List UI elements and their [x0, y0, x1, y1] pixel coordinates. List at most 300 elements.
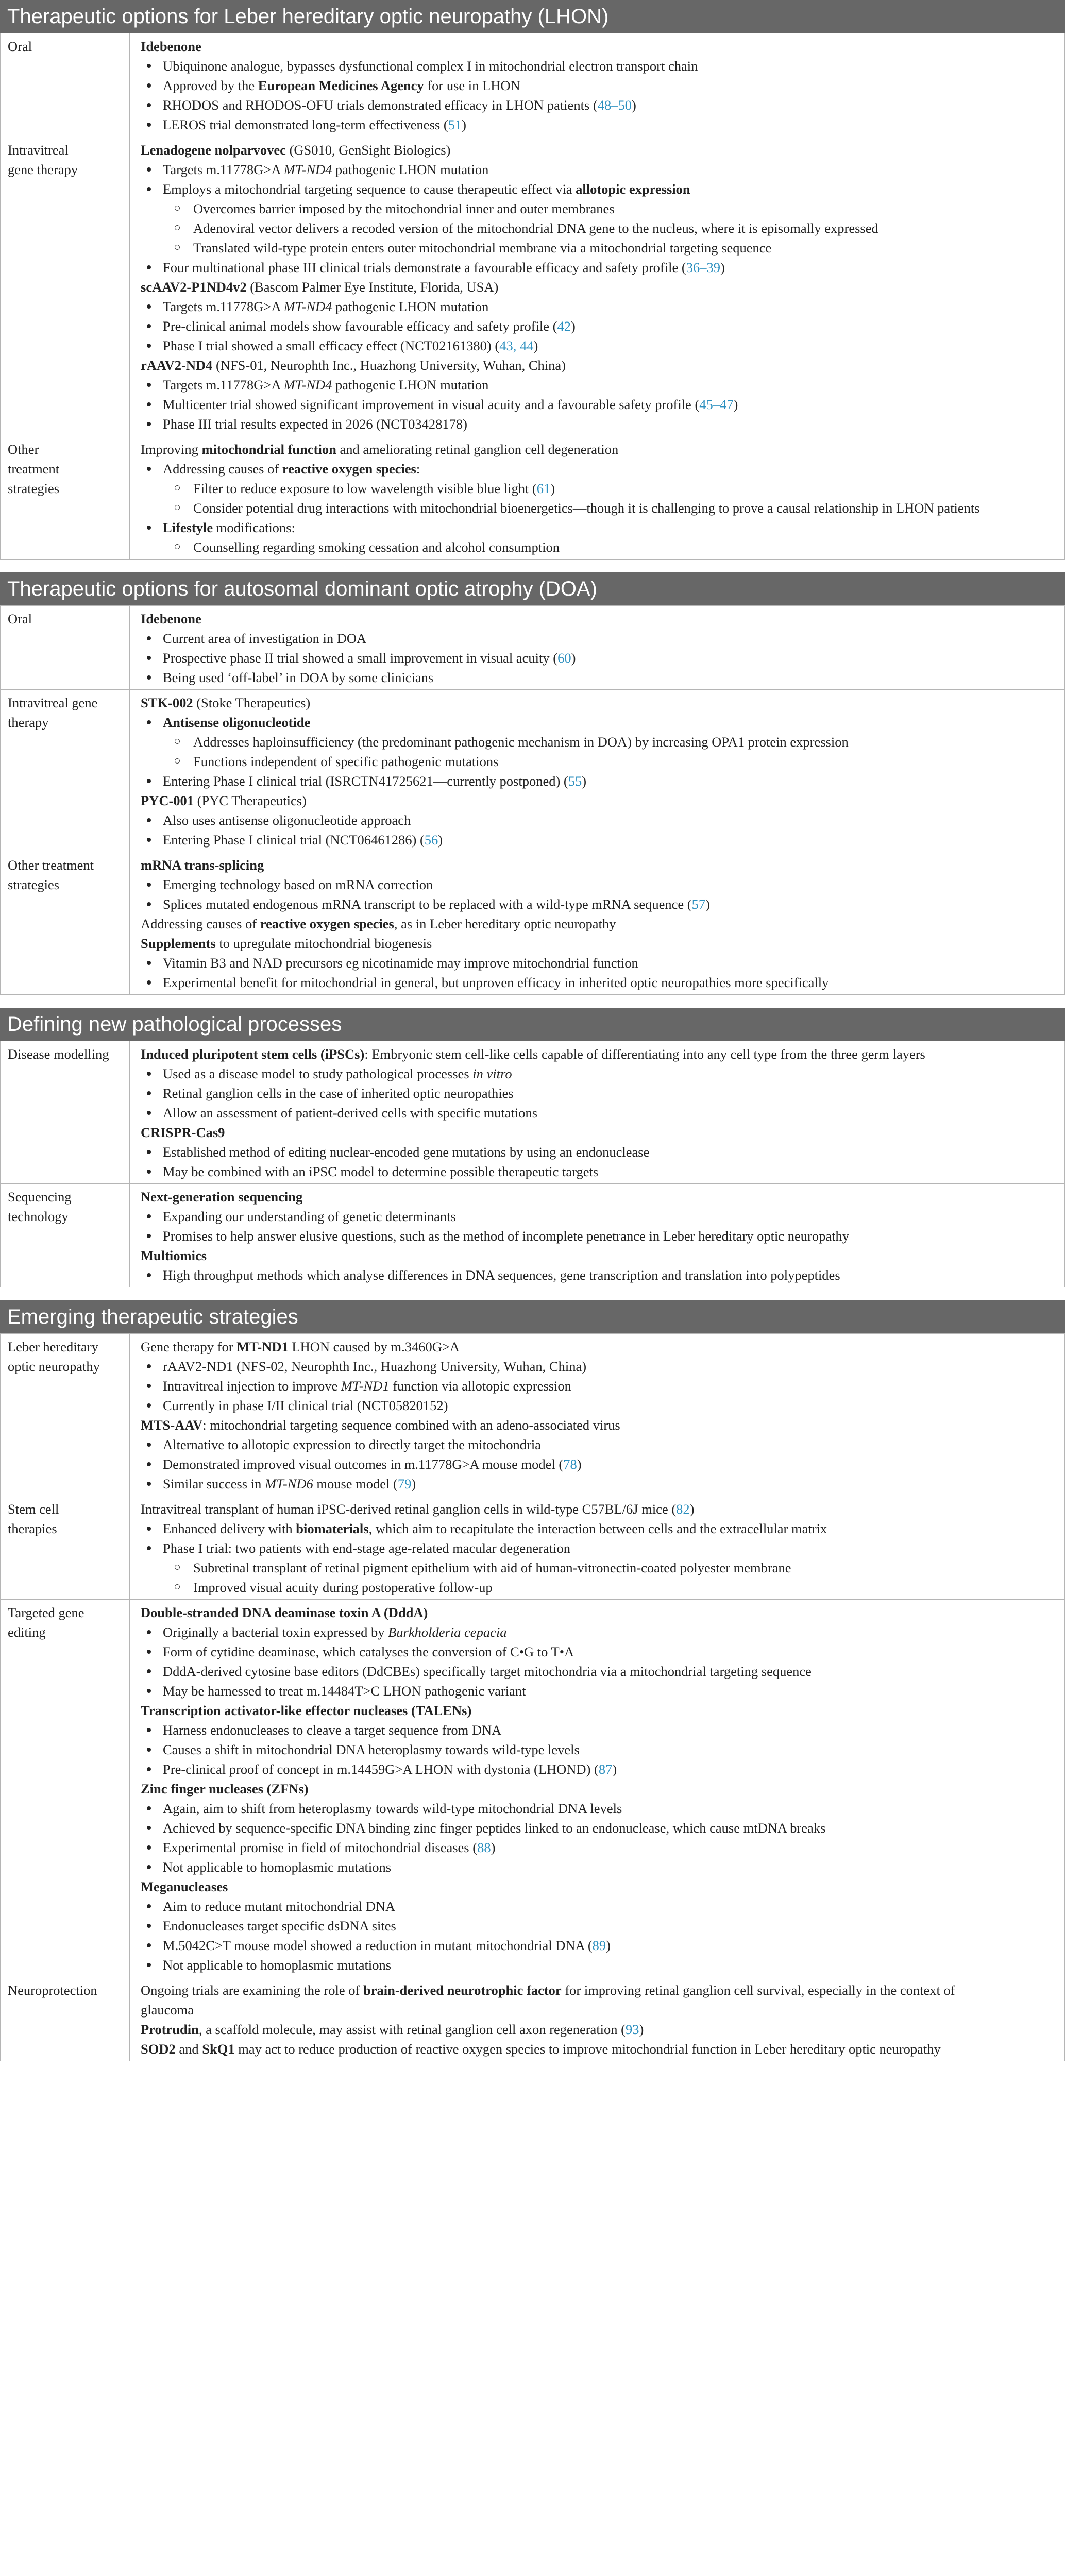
- bullet-item: [141, 76, 1059, 95]
- text-run: Intravitreal transplant of human iPSC-derived retinal ganglion cells in wild-type C57BL/6J mice (: [141, 1501, 677, 1517]
- bullet-item: [141, 1662, 1059, 1681]
- text-run: Multicenter trial showed significant improvement in visual acuity and a favourable safety profile (: [163, 397, 700, 412]
- text-run: function via allotopic expression: [389, 1378, 571, 1394]
- category-label: Intravitreal gene: [8, 695, 98, 710]
- section-title: Therapeutic options for autosomal dominant optic atrophy (DOA): [0, 572, 1065, 605]
- bold-term: Zinc finger nucleases (ZFNs): [141, 1781, 309, 1797]
- bullet-item: [141, 894, 1059, 914]
- italic-term: Burkholderia cepacia: [388, 1624, 507, 1640]
- text-run: Functions independent of specific pathogenic mutations: [193, 754, 499, 769]
- text-run: mouse model (: [313, 1476, 398, 1492]
- text-run: Form of cytidine deaminase, which catalyses the conversion of C•G to T•A: [163, 1644, 574, 1659]
- bold-term: SkQ1: [202, 2041, 235, 2057]
- row-category: [1, 1600, 130, 1977]
- text-run: Targets m.11778G>A: [163, 377, 284, 393]
- text-run: ): [550, 481, 555, 496]
- text-run: Prospective phase II trial showed a small improvement in visual acuity (: [163, 650, 558, 666]
- bold-term: Lenadogene nolparvovec: [141, 142, 286, 158]
- bold-term: Meganucleases: [141, 1879, 228, 1894]
- bullet-item: [141, 629, 1059, 648]
- bullet-item: [141, 115, 1059, 134]
- section-title: Defining new pathological processes: [0, 1008, 1065, 1041]
- row-content: [130, 606, 1065, 690]
- text-run: Pre-clinical animal models show favourable efficacy and safety profile (: [163, 318, 557, 334]
- row-content: [130, 137, 1065, 436]
- content-line: [141, 1603, 1059, 1622]
- table-row: [1, 33, 1065, 137]
- text-run: Causes a shift in mitochondrial DNA heteroplasmy towards wild-type levels: [163, 1742, 580, 1757]
- text-run: Originally a bacterial toxin expressed by: [163, 1624, 388, 1640]
- text-run: (Stoke Therapeutics): [193, 695, 311, 710]
- text-run: Ongoing trials are examining the role of: [141, 1982, 363, 1998]
- row-content: [130, 1496, 1065, 1600]
- text-run: Targets m.11778G>A: [163, 162, 284, 177]
- content-line: [141, 355, 1059, 375]
- text-run: to upregulate mitochondrial biogenesis: [215, 936, 432, 951]
- bullet-item: [141, 875, 1059, 894]
- text-run: (Bascom Palmer Eye Institute, Florida, USA): [246, 279, 499, 295]
- bullet-item: [141, 713, 1059, 732]
- bullet-item: [141, 648, 1059, 668]
- sub-bullet-item: [141, 1578, 1059, 1597]
- sub-bullet-item: [141, 732, 1059, 752]
- table-section: [0, 572, 1065, 995]
- content-line: [141, 609, 1059, 629]
- bullet-item: [141, 1538, 1059, 1558]
- category-label: Other treatment: [8, 857, 94, 873]
- text-run: Phase III trial results expected in 2026 (NCT03428178): [163, 416, 467, 432]
- table-row: [1, 606, 1065, 690]
- row-content: [130, 436, 1065, 560]
- content-line: [141, 2000, 1059, 2020]
- bold-term: Idebenone: [141, 39, 201, 54]
- table-row: [1, 137, 1065, 436]
- text-run: : mitochondrial targeting sequence combined with an adeno-associated virus: [202, 1417, 620, 1433]
- table-row: [1, 1600, 1065, 1977]
- content-line: [141, 439, 1059, 459]
- text-run: May be combined with an iPSC model to determine possible therapeutic targets: [163, 1164, 599, 1179]
- bullet-item: [141, 160, 1059, 179]
- sub-bullet-item: [141, 537, 1059, 557]
- reference-link[interactable]: 51: [448, 117, 462, 132]
- text-run: Entering Phase I clinical trial (NCT06461286) (: [163, 832, 425, 848]
- text-run: Aim to reduce mutant mitochondrial DNA: [163, 1899, 396, 1914]
- text-run: Addresses haploinsufficiency (the predominant pathogenic mechanism in DOA) by increasing OPA1 protein expression: [193, 734, 849, 750]
- reference-link[interactable]: 61: [536, 481, 551, 496]
- text-run: (PYC Therapeutics): [194, 793, 307, 808]
- bold-term: mRNA trans-splicing: [141, 857, 264, 873]
- text-run: Improving: [141, 442, 202, 457]
- text-run: ): [411, 1476, 416, 1492]
- content-line: [141, 914, 1059, 934]
- bullet-item: [141, 1936, 1059, 1955]
- content-line: [141, 791, 1059, 810]
- category-label: therapies: [8, 1521, 57, 1536]
- text-run: ): [733, 397, 738, 412]
- bullet-item: [141, 1838, 1059, 1857]
- row-content: [130, 852, 1065, 995]
- text-run: Splices mutated endogenous mRNA transcript to be replaced with a wild-type mRNA sequence (: [163, 896, 692, 912]
- content-line: [141, 1877, 1059, 1896]
- text-run: Experimental promise in field of mitochondrial diseases (: [163, 1840, 478, 1855]
- category-label: editing: [8, 1624, 46, 1640]
- bullet-item: [141, 1162, 1059, 1181]
- reference-link[interactable]: 60: [557, 650, 571, 666]
- reference-link[interactable]: 87: [598, 1761, 613, 1777]
- section-table: [0, 605, 1065, 995]
- text-run: Consider potential drug interactions with mitochondrial bioenergetics—though it is challenging to prove a causal relationship in LHON patients: [193, 500, 980, 516]
- row-content: [130, 1600, 1065, 1977]
- italic-term: MT-ND4: [283, 377, 332, 393]
- text-run: , a scaffold molecule, may assist with retinal ganglion cell axon regeneration (: [198, 2022, 626, 2037]
- bold-term: reactive oxygen species: [282, 461, 416, 477]
- bullet-item: [141, 258, 1059, 277]
- text-run: and ameliorating retinal ganglion cell degeneration: [336, 442, 619, 457]
- bullet-item: [141, 1740, 1059, 1759]
- content-line: [141, 693, 1059, 713]
- text-run: Counselling regarding smoking cessation and alcohol consumption: [193, 539, 560, 555]
- row-category: [1, 1184, 130, 1287]
- text-run: rAAV2-ND1 (NFS-02, Neurophth Inc., Huazhong University, Wuhan, China): [163, 1359, 587, 1374]
- text-run: Overcomes barrier imposed by the mitochondrial inner and outer membranes: [193, 201, 615, 216]
- row-content: [130, 1977, 1065, 2061]
- text-run: Employs a mitochondrial targeting sequence to cause therapeutic effect via: [163, 181, 576, 197]
- bold-term: Protrudin: [141, 2022, 199, 2037]
- sub-bullet-item: [141, 218, 1059, 238]
- content-line: [141, 1337, 1059, 1357]
- content-line: [141, 855, 1059, 875]
- category-label: Stem cell: [8, 1501, 59, 1517]
- bullet-item: [141, 1103, 1059, 1123]
- row-category: [1, 436, 130, 560]
- text-run: Gene therapy for: [141, 1339, 237, 1354]
- reference-link[interactable]: 48–50: [597, 97, 632, 113]
- row-category: [1, 1041, 130, 1184]
- text-run: modifications:: [213, 520, 295, 535]
- bullet-item: [141, 1064, 1059, 1083]
- reference-link[interactable]: 55: [568, 773, 582, 789]
- row-category: [1, 137, 130, 436]
- bold-term: Idebenone: [141, 611, 201, 626]
- text-run: ): [639, 2022, 644, 2037]
- text-run: Entering Phase I clinical trial (ISRCTN41725621—currently postponed) (: [163, 773, 568, 789]
- italic-term: MT-ND1: [341, 1378, 390, 1394]
- text-run: RHODOS and RHODOS-OFU trials demonstrated efficacy in LHON patients (: [163, 97, 598, 113]
- category-label: therapy: [8, 715, 49, 730]
- reference-link[interactable]: 45–47: [699, 397, 734, 412]
- text-run: pathogenic LHON mutation: [332, 162, 489, 177]
- content-line: [141, 1499, 1059, 1519]
- bullet-item: [141, 316, 1059, 336]
- table-row: [1, 1184, 1065, 1287]
- bold-term: Lifestyle: [163, 520, 213, 535]
- bold-term: rAAV2-ND4: [141, 358, 213, 373]
- section-table: [0, 1333, 1065, 2061]
- text-run: Alternative to allotopic expression to directly target the mitochondria: [163, 1437, 541, 1452]
- table-row: [1, 1496, 1065, 1600]
- text-run: Expanding our understanding of genetic determinants: [163, 1209, 456, 1224]
- text-run: ): [571, 318, 576, 334]
- row-category: [1, 1977, 130, 2061]
- text-run: May be harnessed to treat m.14484T>C LHON pathogenic variant: [163, 1683, 526, 1699]
- reference-link[interactable]: 36–39: [686, 260, 720, 275]
- text-run: Promises to help answer elusive questions, such as the method of incomplete penetrance in Leber hereditary optic neuropathy: [163, 1228, 849, 1244]
- reference-link[interactable]: 93: [626, 2022, 639, 2037]
- row-category: [1, 852, 130, 995]
- text-run: Phase I trial showed a small efficacy effect (NCT02161380) (: [163, 338, 500, 353]
- text-run: ): [438, 832, 443, 848]
- sub-bullet-item: [141, 498, 1059, 518]
- bullet-item: [141, 1720, 1059, 1740]
- bold-term: European Medicines Agency: [258, 78, 424, 93]
- sub-bullet-item: [141, 199, 1059, 218]
- bold-term: allotopic expression: [576, 181, 690, 197]
- text-run: ): [491, 1840, 496, 1855]
- text-run: ): [720, 260, 725, 275]
- table-section: [0, 1008, 1065, 1287]
- text-run: Vitamin B3 and NAD precursors eg nicotinamide may improve mitochondrial function: [163, 955, 638, 971]
- text-run: ): [631, 97, 636, 113]
- sub-bullet-item: [141, 238, 1059, 258]
- text-run: Improved visual acuity during postoperative follow-up: [193, 1580, 493, 1595]
- bullet-item: [141, 1207, 1059, 1226]
- text-run: LEROS trial demonstrated long-term effectiveness (: [163, 117, 448, 132]
- bullet-item: [141, 1642, 1059, 1662]
- bullet-item: [141, 1474, 1059, 1494]
- text-run: and: [175, 2041, 202, 2057]
- reference-link[interactable]: 79: [397, 1476, 412, 1492]
- category-label: Leber hereditary: [8, 1339, 98, 1354]
- table-section: [0, 1300, 1065, 2061]
- content-line: [141, 140, 1059, 160]
- category-label: Disease modelling: [8, 1046, 109, 1062]
- reference-link[interactable]: 89: [592, 1938, 606, 1953]
- bullet-item: [141, 810, 1059, 830]
- table-section: [0, 0, 1065, 560]
- text-run: High throughput methods which analyse differences in DNA sequences, gene transcription and translation into polypeptides: [163, 1267, 840, 1283]
- text-run: Translated wild-type protein enters outer mitochondrial membrane via a mitochondrial targeting sequence: [193, 240, 772, 256]
- text-run: pathogenic LHON mutation: [332, 377, 489, 393]
- text-run: Intravitreal injection to improve: [163, 1378, 341, 1394]
- bullet-item: [141, 1142, 1059, 1162]
- text-run: ): [577, 1456, 582, 1472]
- text-run: ): [582, 773, 587, 789]
- bold-term: SOD2: [141, 2041, 176, 2057]
- bold-term: Supplements: [141, 936, 216, 951]
- text-run: , which aim to recapitulate the interaction between cells and the extracellular matrix: [368, 1521, 827, 1536]
- reference-link[interactable]: 42: [557, 318, 571, 334]
- text-run: Addressing causes of: [163, 461, 282, 477]
- text-run: M.5042C>T mouse model showed a reduction in mutant mitochondrial DNA (: [163, 1938, 593, 1953]
- bold-term: PYC-001: [141, 793, 194, 808]
- row-content: [130, 1184, 1065, 1287]
- section-table: [0, 1041, 1065, 1287]
- bullet-item: [141, 1376, 1059, 1396]
- bullet-item: [141, 336, 1059, 355]
- text-run: Similar success in: [163, 1476, 265, 1492]
- category-label: Neuroprotection: [8, 1982, 97, 1998]
- text-run: Used as a disease model to study pathological processes: [163, 1066, 473, 1081]
- text-run: Endonucleases target specific dsDNA sites: [163, 1918, 396, 1934]
- text-run: glaucoma: [141, 2002, 194, 2018]
- sub-bullet-item: [141, 1558, 1059, 1578]
- bullet-item: [141, 179, 1059, 199]
- bold-term: CRISPR-Cas9: [141, 1125, 225, 1140]
- section-title: Emerging therapeutic strategies: [0, 1300, 1065, 1333]
- category-label: treatment: [8, 461, 60, 477]
- table-row: [1, 1041, 1065, 1184]
- reference-link[interactable]: 57: [691, 896, 706, 912]
- bullet-item: [141, 1681, 1059, 1701]
- bold-term: MTS-AAV: [141, 1417, 203, 1433]
- category-label: Other: [8, 442, 39, 457]
- text-run: Pre-clinical proof of concept in m.14459G>A LHON with dystonia (LHOND) (: [163, 1761, 599, 1777]
- text-run: Phase I trial: two patients with end-stage age-related macular degeneration: [163, 1540, 571, 1556]
- sub-bullet-item: [141, 752, 1059, 771]
- text-run: Addressing causes of: [141, 916, 260, 931]
- bullet-item: [141, 973, 1059, 992]
- row-content: [130, 1334, 1065, 1496]
- content-line: [141, 1044, 1059, 1064]
- text-run: Being used ‘off-label’ in DOA by some clinicians: [163, 670, 434, 685]
- row-category: [1, 33, 130, 137]
- text-run: ): [705, 896, 710, 912]
- text-run: Achieved by sequence-specific DNA binding zinc finger peptides linked to an endonuclease, which cause mtDNA breaks: [163, 1820, 826, 1836]
- text-run: Adenoviral vector delivers a recoded version of the mitochondrial DNA gene to the nucleus, where it is episomally expressed: [193, 221, 878, 236]
- section-table: [0, 33, 1065, 560]
- text-run: ): [689, 1501, 695, 1517]
- text-run: Current area of investigation in DOA: [163, 631, 367, 646]
- text-run: for improving retinal ganglion cell survival, especially in the context of: [561, 1982, 955, 1998]
- table-row: [1, 690, 1065, 852]
- text-run: Approved by the: [163, 78, 258, 93]
- content-line: [141, 277, 1059, 297]
- content-line: [141, 1246, 1059, 1265]
- text-run: Filter to reduce exposure to low wavelength visible blue light (: [193, 481, 537, 496]
- content-line: [141, 1123, 1059, 1142]
- bold-term: MT-ND1: [236, 1339, 289, 1354]
- row-content: [130, 33, 1065, 137]
- content-line: [141, 1187, 1059, 1207]
- text-run: pathogenic LHON mutation: [332, 299, 489, 314]
- text-run: ): [612, 1761, 617, 1777]
- bold-term: Double-stranded DNA deaminase toxin A (DddA): [141, 1605, 428, 1620]
- text-run: Enhanced delivery with: [163, 1521, 296, 1536]
- bold-term: Next-generation sequencing: [141, 1189, 303, 1205]
- text-run: ): [533, 338, 538, 353]
- text-run: :: [416, 461, 420, 477]
- bullet-item: [141, 1818, 1059, 1838]
- bullet-item: [141, 1622, 1059, 1642]
- text-run: Allow an assessment of patient-derived cells with specific mutations: [163, 1105, 538, 1121]
- row-category: [1, 1334, 130, 1496]
- category-label: strategies: [8, 481, 60, 496]
- bullet-item: [141, 1916, 1059, 1936]
- italic-term: MT-ND4: [283, 299, 332, 314]
- bullet-item: [141, 953, 1059, 973]
- bullet-item: [141, 1396, 1059, 1415]
- content-line: [141, 1415, 1059, 1435]
- table-row: [1, 1334, 1065, 1496]
- reference-link[interactable]: 78: [563, 1456, 577, 1472]
- category-label: strategies: [8, 877, 60, 892]
- text-run: may act to reduce production of reactive oxygen species to improve mitochondrial function in Leber hereditary optic neuropathy: [234, 2041, 941, 2057]
- text-run: Emerging technology based on mRNA correction: [163, 877, 433, 892]
- text-run: Not applicable to homoplasmic mutations: [163, 1957, 392, 1973]
- text-run: (GS010, GenSight Biologics): [285, 142, 451, 158]
- bullet-item: [141, 1357, 1059, 1376]
- text-run: Again, aim to shift from heteroplasmy towards wild-type mitochondrial DNA levels: [163, 1801, 622, 1816]
- bold-term: Multiomics: [141, 1248, 207, 1263]
- bullet-item: [141, 830, 1059, 850]
- row-category: [1, 606, 130, 690]
- bold-term: brain-derived neurotrophic factor: [363, 1982, 562, 1998]
- text-run: Currently in phase I/II clinical trial (NCT05820152): [163, 1398, 448, 1413]
- category-label: gene therapy: [8, 162, 78, 177]
- bullet-item: [141, 1857, 1059, 1877]
- table-row: [1, 1977, 1065, 2061]
- bold-term: mitochondrial function: [201, 442, 336, 457]
- bullet-item: [141, 771, 1059, 791]
- reference-link[interactable]: 43, 44: [499, 338, 534, 353]
- bullet-item: [141, 1759, 1059, 1779]
- text-run: Subretinal transplant of retinal pigment epithelium with aid of human-vitronectin-coated polyester membrane: [193, 1560, 791, 1575]
- bullet-item: [141, 1226, 1059, 1246]
- text-run: Experimental benefit for mitochondrial in general, but unproven efficacy in inherited optic neuropathies more specifically: [163, 975, 829, 990]
- bold-term: Transcription activator-like effector nucleases (TALENs): [141, 1703, 472, 1718]
- bullet-item: [141, 95, 1059, 115]
- text-run: Not applicable to homoplasmic mutations: [163, 1859, 392, 1875]
- text-run: Retinal ganglion cells in the case of inherited optic neuropathies: [163, 1086, 514, 1101]
- text-run: Established method of editing nuclear-encoded gene mutations by using an endonuclease: [163, 1144, 650, 1160]
- category-label: optic neuropathy: [8, 1359, 100, 1374]
- bullet-item: [141, 297, 1059, 316]
- italic-term: MT-ND4: [283, 162, 332, 177]
- content-line: [141, 2020, 1059, 2039]
- content-line: [141, 1779, 1059, 1799]
- italic-term: MT-ND6: [265, 1476, 313, 1492]
- reference-link[interactable]: 56: [424, 832, 438, 848]
- content-line: [141, 1980, 1059, 2000]
- row-category: [1, 1496, 130, 1600]
- bullet-item: [141, 56, 1059, 76]
- table-row: [1, 436, 1065, 560]
- category-label: Oral: [8, 39, 32, 54]
- category-label: Sequencing: [8, 1189, 72, 1205]
- text-run: Targets m.11778G>A: [163, 299, 284, 314]
- row-content: [130, 690, 1065, 852]
- bullet-item: [141, 375, 1059, 395]
- reference-link[interactable]: 82: [676, 1501, 690, 1517]
- bullet-item: [141, 1799, 1059, 1818]
- row-category: [1, 690, 130, 852]
- text-run: Harness endonucleases to cleave a target sequence from DNA: [163, 1722, 502, 1738]
- reference-link[interactable]: 88: [477, 1840, 491, 1855]
- category-label: Targeted gene: [8, 1605, 84, 1620]
- text-run: for use in LHON: [424, 78, 520, 93]
- bullet-item: [141, 414, 1059, 434]
- bullet-item: [141, 1083, 1059, 1103]
- text-run: LHON caused by m.3460G>A: [288, 1339, 460, 1354]
- bullet-item: [141, 518, 1059, 537]
- bold-term: scAAV2-P1ND4v2: [141, 279, 247, 295]
- text-run: Ubiquinone analogue, bypasses dysfunctional complex I in mitochondrial electron transport chain: [163, 58, 698, 74]
- bold-term: reactive oxygen species: [260, 916, 394, 931]
- bold-term: Antisense oligonucleotide: [163, 715, 311, 730]
- text-run: ): [462, 117, 466, 132]
- italic-term: in vitro: [472, 1066, 512, 1081]
- category-label: Intravitreal: [8, 142, 69, 158]
